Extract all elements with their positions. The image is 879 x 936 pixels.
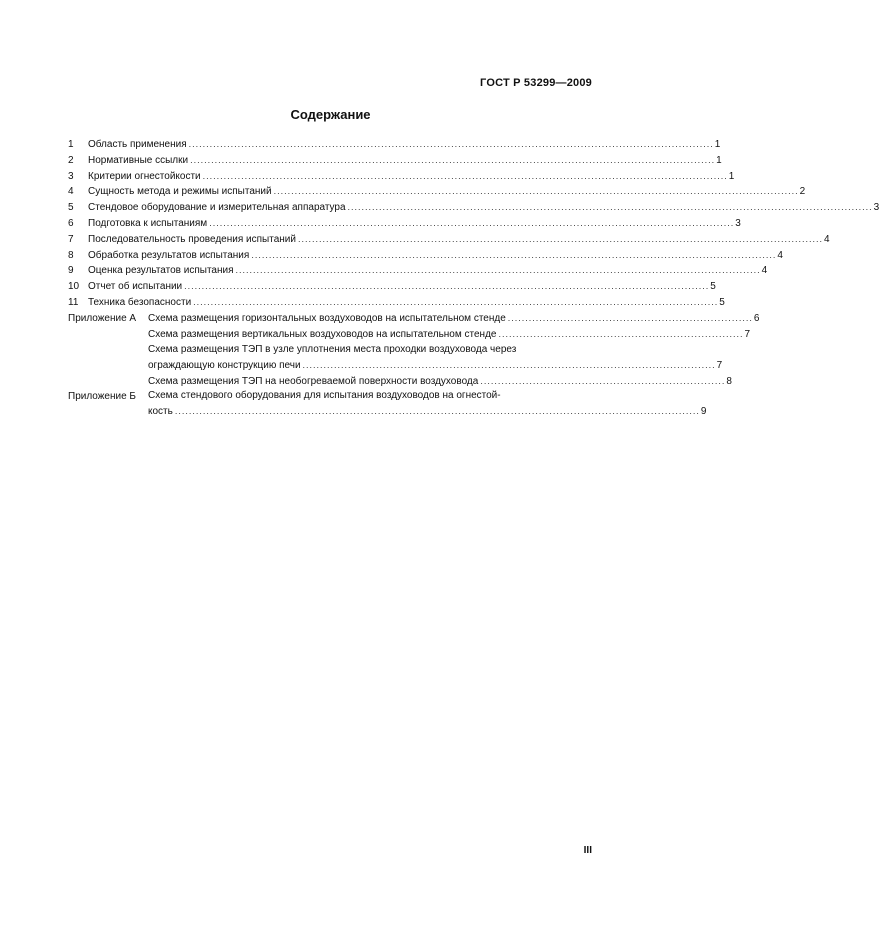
- toc-number: 3: [68, 170, 74, 182]
- toc-label: Критерии огнестойкости: [88, 170, 201, 182]
- toc-page: 4: [777, 249, 783, 261]
- toc-number: 6: [68, 217, 74, 229]
- toc-page: 4: [761, 265, 768, 277]
- toc-label: Нормативные ссылки: [88, 154, 189, 166]
- toc-number: 9: [68, 265, 74, 277]
- toc-label-line2: ограждающую конструкцию печи: [148, 359, 301, 371]
- appendix-b: [68, 389, 707, 419]
- toc-page: 5: [710, 281, 716, 293]
- standard-designation: ГОСТ Р 53299—2009: [480, 77, 592, 89]
- toc-label: Стендовое оборудование и измерительная аппаратура: [88, 202, 346, 214]
- toc-entry[interactable]: 6 Подготовка к испытаниям ...................................................................................................................................................... 3: [68, 216, 595, 232]
- toc-number: 10: [68, 281, 80, 293]
- toc-entry[interactable]: 5 Стендовое оборудование и измерительная аппаратура ...................................................................................................................................................... 3: [68, 200, 595, 216]
- toc-entry[interactable]: 4 Сущность метода и режимы испытаний ...................................................................................................................................................... 2: [68, 184, 595, 200]
- toc-label: Оценка результатов испытания: [88, 265, 234, 277]
- page-title: Содержание: [290, 107, 371, 122]
- toc-label: Подготовка к испытаниям: [88, 217, 208, 229]
- toc-label: Отчет об испытании: [88, 281, 183, 293]
- toc-label: Схема размещения горизонтальных воздуховодов на испытательном стенде: [148, 312, 506, 324]
- toc-label-line1: Схема размещения ТЭП в узле уплотнения места проходки воздуховода через: [148, 344, 517, 356]
- toc-page: 7: [716, 359, 723, 371]
- toc-number: 7: [68, 233, 74, 245]
- toc-label: Схема размещения вертикальных воздуховодов на испытательном стенде: [148, 328, 497, 340]
- toc-number: 2: [68, 154, 74, 166]
- toc-entry[interactable]: Схема размещения вертикальных воздуховодов на испытательном стенде ...................................................................... 7: [148, 327, 595, 343]
- toc-entry[interactable]: Схема размещения горизонтальных воздуховодов на испытательном стенде ...................................................................... 6: [148, 311, 595, 327]
- toc-label: Обработка результатов испытания: [88, 249, 250, 261]
- toc-number: 8: [68, 249, 74, 261]
- toc-entry[interactable]: 11 Техника безопасности ...................................................................................................................................................... 5: [68, 295, 595, 311]
- toc-page: 6: [753, 312, 760, 324]
- toc-page: 5: [719, 296, 725, 308]
- page-number: III: [583, 845, 592, 856]
- appendix-b-prefix: Приложение Б: [68, 391, 136, 403]
- toc-label: Последовательность проведения испытаний: [88, 233, 296, 245]
- toc-page: 4: [824, 233, 830, 245]
- toc-entry[interactable]: Схема стендового оборудования для испытания воздуховодов на огнестой- кость ...................................................................................................................................................... 9: [148, 389, 595, 419]
- toc-page: 8: [726, 375, 732, 387]
- toc-entry[interactable]: 7 Последовательность проведения испытаний ...................................................................................................................................................... 4: [68, 232, 595, 248]
- appendix-a-prefix: Приложение А: [68, 312, 137, 324]
- toc-label-line2: кость: [148, 405, 173, 417]
- toc-entry[interactable]: 10 Отчет об испытании ...................................................................................................................................................... 5: [68, 279, 595, 295]
- toc-label-line1: Схема стендового оборудования для испытания воздуховодов на огнестой-: [148, 390, 501, 402]
- toc-entry[interactable]: Схема размещения ТЭП на необогреваемой поверхности воздуховода ...................................................................... 8: [148, 374, 595, 390]
- toc-number: 11: [68, 296, 79, 308]
- toc-page: 1: [728, 170, 735, 182]
- toc-entry[interactable]: 1 Область применения ...................................................................................................................................................... 1: [68, 137, 595, 153]
- toc-page: 1: [714, 139, 721, 150]
- toc-entry[interactable]: Схема размещения ТЭП в узле уплотнения места проходки воздуховода через ограждающую конструкцию печи ...................................................................................................................... 7: [148, 342, 595, 373]
- toc-label: Схема размещения ТЭП на необогреваемой поверхности воздуховода: [148, 375, 479, 387]
- toc-number: 5: [68, 202, 74, 214]
- toc-page: 3: [873, 202, 879, 214]
- toc-page: 1: [716, 154, 722, 166]
- toc-number: 4: [68, 186, 74, 198]
- toc-entry[interactable]: 9 Оценка результатов испытания ...................................................................................................................................................... 4: [68, 263, 595, 279]
- table-of-contents: [68, 137, 879, 420]
- toc-page: 9: [700, 405, 707, 417]
- toc-page: 7: [744, 328, 751, 340]
- toc-label: Область применения: [88, 139, 187, 150]
- toc-number: 1: [68, 139, 74, 150]
- toc-label: Сущность метода и режимы испытаний: [88, 186, 272, 198]
- appendix-a: [68, 311, 760, 390]
- toc-entry[interactable]: 3 Критерии огнестойкости ...................................................................................................................................................... 1: [68, 169, 595, 185]
- toc-page: 2: [799, 186, 806, 198]
- toc-label: Техника безопасности: [88, 296, 192, 308]
- toc-page: 3: [735, 217, 741, 229]
- toc-entry[interactable]: 2 Нормативные ссылки ...................................................................................................................................................... 1: [68, 153, 595, 169]
- toc-entry[interactable]: 8 Обработка результатов испытания ...................................................................................................................................................... 4: [68, 248, 595, 264]
